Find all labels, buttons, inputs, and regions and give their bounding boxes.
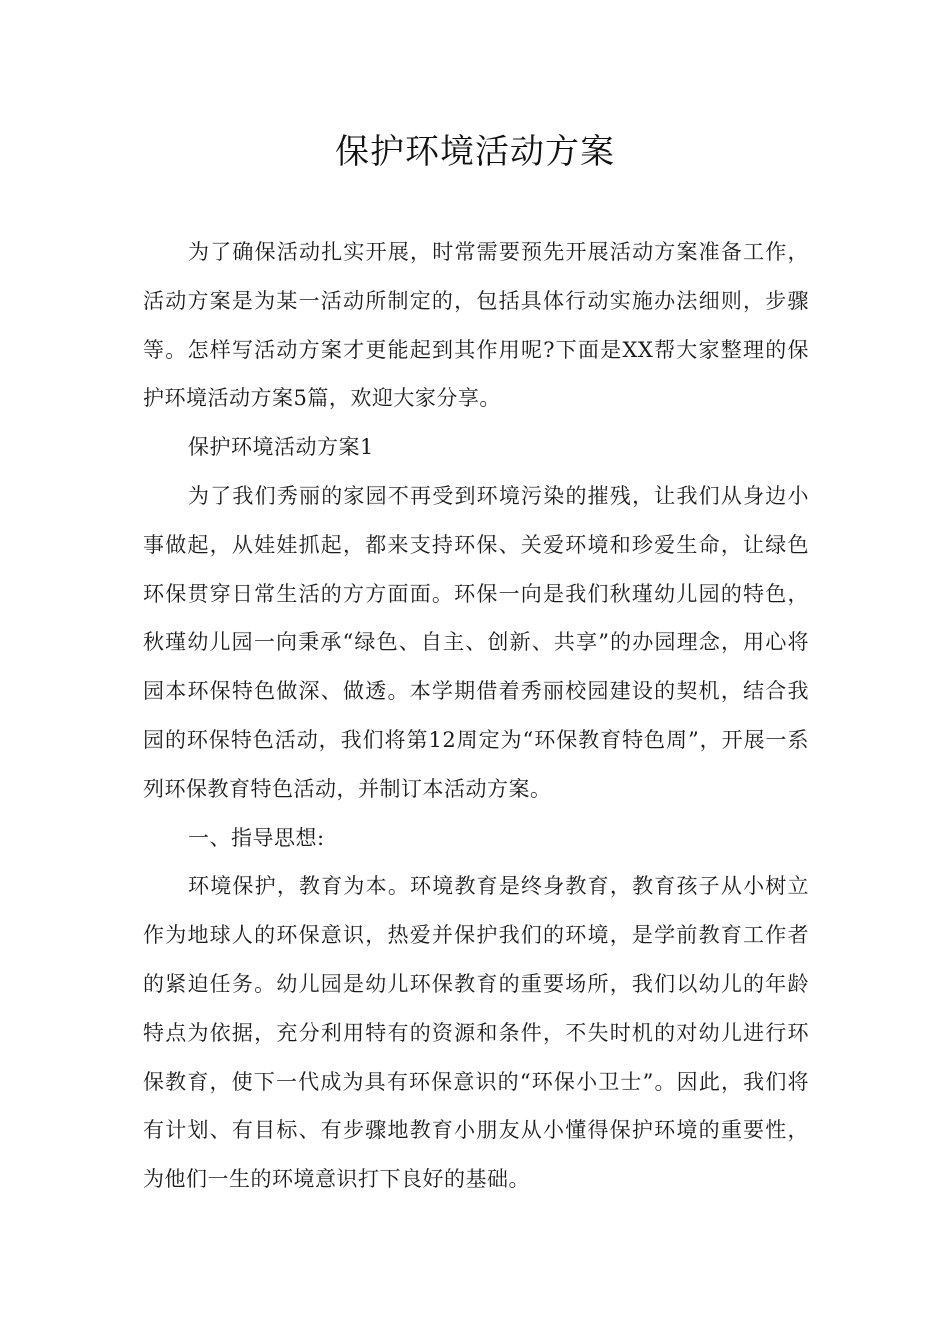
document-body xyxy=(143,228,809,1204)
intro-paragraph: 为了确保活动扎实开展，时常需要预先开展活动方案准备工作，活动方案是为某一活动所制定的，包括具体行动实施办法细则，步骤等。怎样写活动方案才更能起到其作用呢?下面是XX帮大家整理的保护环境活动方案5篇，欢迎大家分享。 xyxy=(143,240,809,411)
section-heading-plan-1: 保护环境活动方案1 xyxy=(188,435,374,460)
document-title: 保护环境活动方案 xyxy=(335,132,615,172)
plan-1-paragraph: 为了我们秀丽的家园不再受到环境污染的摧残，让我们从身边小事做起，从娃娃抓起，都来支持环保、关爱环境和珍爱生命，让绿色环保贯穿日常生活的方方面面。环保一向是我们秋瑾幼儿园的特色，秋瑾幼儿园一向秉承“绿色、自主、创新、共享”的办园理念，用心将园本环保特色做深、做透。本学期借着秀丽校园建设的契机，结合我园的环保特色活动，我们将第12周定为“环保教育特色周”，开展一系列环保教育特色活动，并制订本活动方案。 xyxy=(143,483,809,801)
guiding-ideology-heading: 一、指导思想: xyxy=(188,825,325,850)
guiding-ideology-paragraph: 环境保护，教育为本。环境教育是终身教育，教育孩子从小树立作为地球人的环保意识，热爱并保护我们的环境，是学前教育工作者的紧迫任务。幼儿园是幼儿环保教育的重要场所，我们以幼儿的年龄特点为依据，充分利用特有的资源和条件，不失时机的对幼儿进行环保教育，使下一代成为具有环保意识的“环保小卫士”。因此，我们将有计划、有目标、有步骤地教育小朋友从小懂得保护环境的重要性，为他们一生的环境意识打下良好的基础。 xyxy=(143,874,809,1192)
